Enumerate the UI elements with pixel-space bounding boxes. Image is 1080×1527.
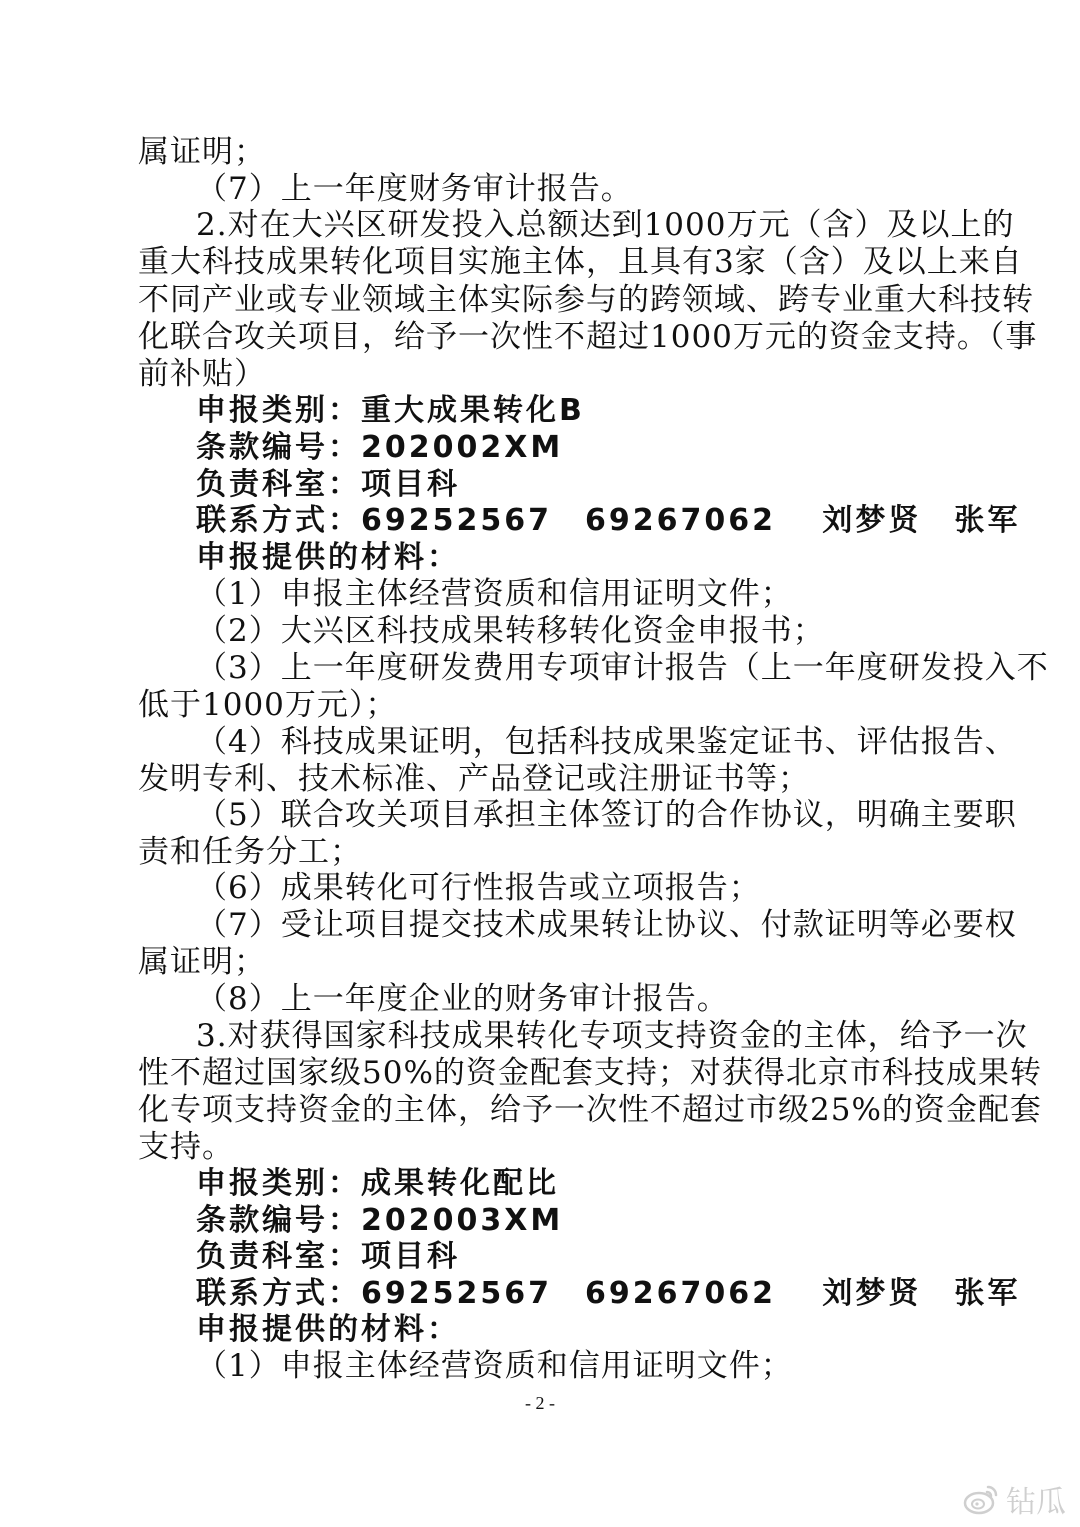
declaration-category: 申报类别：重大成果转化B — [196, 393, 585, 428]
text-line: （1）申报主体经营资质和信用证明文件； — [196, 576, 793, 612]
clause-number: 条款编号：202003XM — [196, 1203, 564, 1238]
responsible-office: 负责科室：项目科 — [196, 467, 460, 502]
text-line: （8）上一年度企业的财务审计报告。 — [196, 981, 729, 1017]
text-line: 化联合攻关项目，给予一次性不超过1000万元的资金支持。（事 — [138, 319, 1038, 355]
text-line: 2.对在大兴区研发投入总额达到1000万元（含）及以上的 — [196, 207, 1015, 243]
text-line: 低于1000万元）； — [138, 687, 398, 723]
text-line: 前补贴） — [138, 356, 266, 392]
text-line: 属证明； — [138, 134, 266, 170]
text-line: （5）联合攻关项目承担主体签订的合作协议，明确主要职 — [196, 797, 1017, 833]
watermark-text: 钻瓜 — [1006, 1485, 1066, 1520]
text-line: （6）成果转化可行性报告或立项报告； — [196, 870, 761, 906]
text-line: （4）科技成果证明，包括科技成果鉴定证书、评估报告、 — [196, 724, 1017, 760]
text-line: 支持。 — [138, 1129, 234, 1165]
text-line: （7）受让项目提交技术成果转让协议、付款证明等必要权 — [196, 907, 1017, 943]
text-line: 化专项支持资金的主体，给予一次性不超过市级25%的资金配套 — [138, 1092, 1042, 1128]
contact-info: 联系方式：69252567 69267062 刘梦贤 张军 — [196, 503, 1021, 538]
declaration-category: 申报类别：成果转化配比 — [196, 1166, 559, 1201]
text-line: （2）大兴区科技成果转移转化资金申报书； — [196, 613, 825, 649]
responsible-office: 负责科室：项目科 — [196, 1239, 460, 1274]
text-line: （7）上一年度财务审计报告。 — [196, 171, 633, 207]
page-number: - 2 - — [525, 1393, 555, 1413]
materials-heading: 申报提供的材料： — [196, 1312, 460, 1347]
text-line: 责和任务分工； — [138, 834, 362, 870]
text-line: 性不超过国家级50%的资金配套支持；对获得北京市科技成果转 — [138, 1055, 1042, 1091]
weibo-icon — [962, 1482, 1000, 1516]
text-line: 重大科技成果转化项目实施主体，且具有3家（含）及以上来自 — [138, 244, 1023, 280]
text-line: （1）申报主体经营资质和信用证明文件； — [196, 1348, 793, 1384]
text-line: （3）上一年度研发费用专项审计报告（上一年度研发投入不 — [196, 650, 1049, 686]
text-line: 3.对获得国家科技成果转化专项支持资金的主体，给予一次 — [196, 1018, 1028, 1054]
text-line: 不同产业或专业领域主体实际参与的跨领域、跨专业重大科技转 — [138, 282, 1034, 318]
text-line: 属证明； — [138, 944, 266, 980]
text-line: 发明专利、技术标准、产品登记或注册证书等； — [138, 761, 810, 797]
contact-info: 联系方式：69252567 69267062 刘梦贤 张军 — [196, 1276, 1021, 1311]
clause-number: 条款编号：202002XM — [196, 430, 564, 465]
materials-heading: 申报提供的材料： — [196, 540, 460, 575]
watermark — [962, 1479, 1066, 1519]
